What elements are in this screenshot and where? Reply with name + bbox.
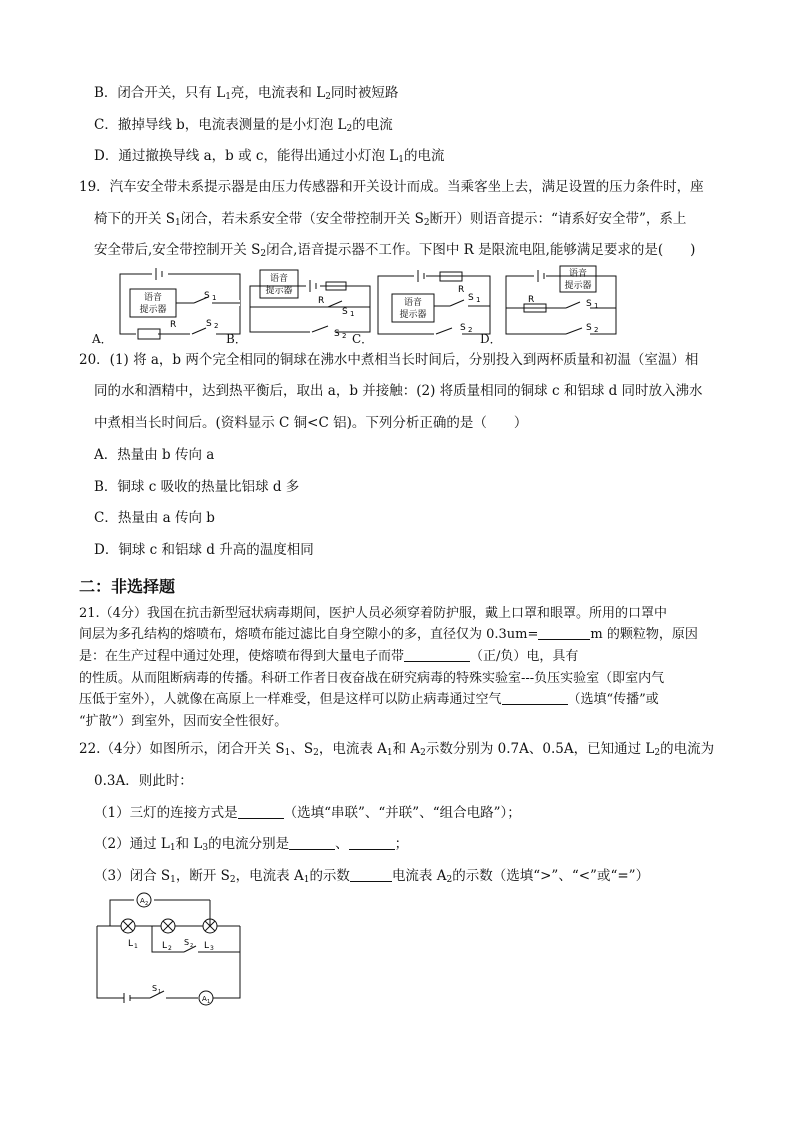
q20-stem-line3: 中煮相当长时间后。(资料显示 C 铜<C 铝)。下列分析正确的是（ ） (94, 415, 528, 431)
q20-option-d: D．铜球 c 和铝球 d 升高的温度相同 (94, 542, 314, 558)
q19-option-b-label[interactable]: B． (226, 332, 247, 346)
q22-part2: （2）通过 $L_1$和 $L_3$的电流分别是 、 ； (94, 836, 409, 853)
speaker-label-2: 提示器 (139, 305, 167, 315)
q20-option-c: C．热量由 a 传向 b (94, 510, 215, 526)
svg-text:提示器: 提示器 (399, 310, 427, 320)
q21-blank-3[interactable] (502, 691, 568, 705)
svg-text:2: 2 (468, 326, 473, 334)
svg-text:S: S (152, 984, 158, 993)
q19-stem-line1: 19．汽车安全带未系提示器是由压力传感器和开关设计而成。当乘客坐上去，满足设置的压力条件时，座 (79, 179, 704, 195)
q22-stem-line2: 0.3A．则此时： (94, 773, 193, 789)
q18-option-c: C．撤掉导线 b，电流表测量的是小灯泡 $L_2$的电流 (94, 117, 393, 134)
svg-text:A: A (202, 995, 207, 1003)
speaker-label: 语音 (143, 293, 163, 303)
q21-blank-1[interactable] (538, 626, 590, 640)
svg-text:1: 1 (158, 989, 162, 995)
svg-text:提示器: 提示器 (265, 286, 293, 296)
svg-text:2: 2 (145, 901, 149, 907)
q22-circuit-diagram (92, 890, 252, 1006)
svg-text:3: 3 (210, 945, 214, 952)
svg-text:A: A (140, 897, 145, 905)
q19-circuit-d[interactable] (506, 266, 616, 338)
q20-option-b: B．铜球 c 吸收的热量比铝球 d 多 (94, 479, 300, 495)
svg-text:S: S (586, 323, 592, 333)
svg-text:S: S (184, 938, 190, 947)
q22-part3: （3）闭合 $S_1$，断开 $S_2$，电流表 $A_1$的示数 电流表 $A_2$的示数（选填“>”、“<”或“=”） (94, 868, 650, 885)
svg-text:S: S (460, 323, 466, 333)
svg-text:1: 1 (350, 310, 355, 318)
svg-text:语音: 语音 (568, 269, 588, 279)
svg-text:语音: 语音 (403, 298, 423, 308)
q20-stem-line1: 20．(1) 将 a，b 两个完全相同的铜球在沸水中煮相当长时间后，分别投入到两杯质量和初温（室温）相 (79, 352, 699, 368)
q20-stem-line2: 同的水和酒精中，达到热平衡后，取出 a，b 并接触：(2) 将质量相同的铜球 c 和铝球 d 同时放入沸水 (94, 383, 703, 399)
q21-blank-2[interactable] (404, 648, 470, 662)
svg-text:S: S (204, 291, 210, 301)
svg-text:S: S (334, 329, 340, 339)
q19-circuit-a[interactable] (120, 268, 240, 340)
svg-text:R: R (170, 320, 177, 330)
svg-text:R: R (528, 295, 535, 305)
q20-option-a: A．热量由 b 传向 a (94, 447, 215, 463)
q22-blank-2[interactable] (289, 836, 335, 850)
svg-text:1: 1 (594, 302, 599, 310)
svg-text:1: 1 (134, 943, 138, 950)
q19-stem-line3: 安全带后,安全带控制开关 $S_2$闭合,语音提示器不工作。下图中 R 是限流电阻,能够满足要求的是( ) (94, 242, 696, 259)
q19-circuit-c[interactable] (378, 270, 490, 338)
q22-blank-3[interactable] (349, 836, 395, 850)
q22-part1: （1）三灯的连接方式是 （选填“串联”、“并联”、“组合电路”）； (94, 805, 521, 821)
svg-text:1: 1 (212, 294, 217, 302)
svg-text:2: 2 (594, 326, 599, 334)
q19-option-d-label[interactable]: D． (480, 332, 502, 346)
q22-blank-1[interactable] (238, 805, 284, 819)
svg-text:R: R (458, 285, 465, 295)
q18-option-b: B．闭合开关，只有 $L_1$亮，电流表和 $L_2$同时被短路 (94, 85, 399, 102)
q22-blank-4[interactable] (350, 868, 392, 882)
svg-text:L: L (128, 939, 134, 949)
q21-line1: 21.（4分）我国在抗击新型冠状病毒期间，医护人员必须穿着防护服，戴上口罩和眼罩。所用的口罩中 (79, 606, 667, 621)
svg-text:S: S (206, 319, 212, 329)
svg-text:S: S (342, 307, 348, 317)
q19-option-c-label[interactable]: C． (352, 332, 374, 346)
q21-line2: 间层为多孔结构的熔喷布，熔喷布能过滤比自身空隙小的多，直径仅为 0.3um= m 的颗粒物，原因 (79, 627, 698, 642)
svg-text:2: 2 (168, 945, 172, 952)
q19-stem-line2: 椅下的开关 $S_1$闭合，若未系安全带（安全带控制开关 $S_2$断开）则语音提示：“请系好安全带”，系上 (94, 211, 687, 228)
svg-text:S: S (586, 299, 592, 309)
svg-text:1: 1 (207, 999, 211, 1005)
q21-line5: 压低于室外），人就像在高原上一样难受，但是这样可以防止病毒通过空气 （选填“传播”或 (79, 692, 659, 707)
section-title: 二：非选择题 (79, 577, 176, 596)
svg-text:提示器: 提示器 (564, 281, 592, 291)
q22-stem-line1: 22.（4分）如图所示，闭合开关 $S_1$、$S_2$，电流表 $A_1$和 $A_2$示数分别为 0.7A、0.5A，已知通过 $L_2$的电流为 (79, 741, 715, 758)
svg-text:R: R (318, 296, 325, 306)
svg-text:语音: 语音 (269, 274, 289, 284)
svg-text:L: L (162, 941, 168, 951)
q21-line3: 是：在生产过程中通过处理，使熔喷布得到大量电子而带 （正/负）电，具有 (79, 649, 579, 664)
svg-text:2: 2 (190, 943, 194, 949)
svg-text:S: S (468, 293, 474, 303)
svg-text:1: 1 (476, 296, 481, 304)
q18-option-d: D．通过撤换导线 a，b 或 c，能得出通过小灯泡 $L_1$的电流 (94, 148, 445, 165)
svg-text:L: L (204, 941, 210, 951)
q21-line4: 的性质。从而阻断病毒的传播。科研工作者日夜奋战在研究病毒的特殊实验室---负压实验室（即室内气 (79, 671, 665, 686)
q21-line6: “扩散”）到室外，因而安全性很好。 (79, 714, 288, 729)
svg-text:2: 2 (342, 332, 347, 340)
q19-circuit-options (88, 264, 728, 346)
svg-text:2: 2 (214, 322, 219, 330)
q19-option-a-label[interactable]: A． (92, 332, 113, 346)
